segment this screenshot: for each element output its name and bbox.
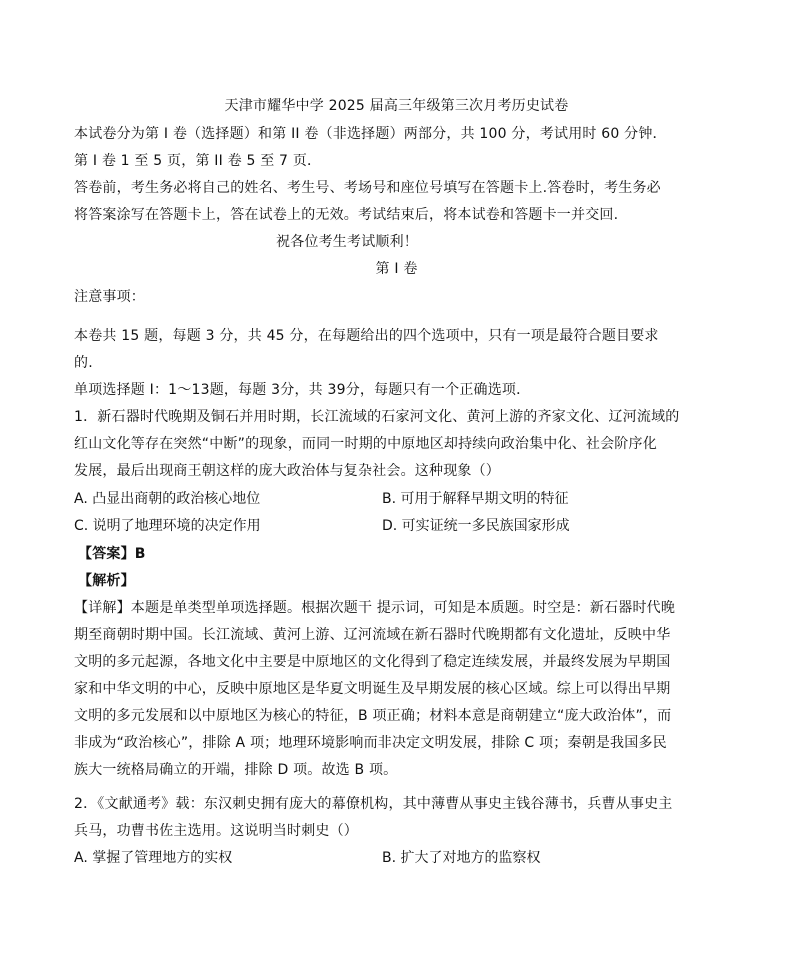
q2-stem-b: 兵马，功曹书佐主选用。这说明当时刺史（）: [74, 823, 358, 839]
q1-option-c: C. 说明了地理环境的决定作用: [74, 518, 261, 534]
q1-detail-2: 期至商朝时期中国。长江流域、黄河上游、辽河流域在新石器时代晚期都有文化遗址，反映中华: [74, 627, 671, 643]
q1-detail-7: 族大一统格局确立的开端，排除 D 项。故选 B 项。: [74, 762, 398, 778]
q1-detail-3: 文明的多元起源，各地文化中主要是中原地区的文化得到了稳定连续发展，并最终发展为早期国: [74, 654, 671, 670]
q1-detail-4: 家和中华文明的中心，反映中原地区是华夏文明诞生及早期发展的核心区域。综上可以得出早期: [74, 681, 671, 697]
notes-line-1a: 本卷共 15 题，每题 3 分，共 45 分，在每题给出的四个选项中，只有一项是最符合题目要求: [74, 328, 659, 344]
q1-option-a: A. 凸显出商朝的政治核心地位: [74, 491, 261, 507]
q1-stem-c: 发展，最后出现商王朝这样的庞大政治体与复杂社会。这种现象（）: [74, 463, 500, 479]
q1-stem-a: 1．新石器时代晚期及铜石并用时期，长江流域的石家河文化、黄河上游的齐家文化、辽河流域的: [74, 409, 680, 425]
q1-detail-5: 文明的多元发展和以中原地区为核心的特征，B 项正确；材料本意是商朝建立“庞大政治体”，而: [74, 708, 672, 724]
q1-detail-6: 非成为“政治核心”，排除 A 项；地理环境影响而非决定文明发展，排除 C 项；秦朝是我国多民: [74, 735, 667, 751]
q1-answer: 【答案】B: [78, 546, 146, 562]
notes-title: 注意事项：: [74, 289, 145, 305]
q2-option-a: A. 掌握了管理地方的实权: [74, 850, 233, 866]
intro-line-1: 本试卷分为第 I 卷（选择题）和第 II 卷（非选择题）两部分，共 100 分，考试用时 60 分钟．: [74, 126, 667, 142]
intro-line-2: 第 I 卷 1 至 5 页，第 II 卷 5 至 7 页．: [74, 153, 322, 169]
q1-stem-b: 红山文化等存在突然“中断”的现象，而同一时期的中原地区却持续向政治集中化、社会阶序化: [74, 436, 657, 452]
wish-line: 祝各位考生考试顺利！: [276, 234, 418, 250]
exam-title: 天津市耀华中学 2025 届高三年级第三次月考历史试卷: [224, 98, 569, 114]
intro-line-3b: 将答案涂写在答题卡上，答在试卷上的无效。考试结束后，将本试卷和答题卡一并交回.: [74, 207, 619, 223]
q2-stem-a: 2．《文献通考》载：东汉刺史拥有庞大的幕僚机构，其中薄曹从事史主钱谷薄书，兵曹从事史主: [74, 796, 673, 812]
notes-line-1b: 的.: [74, 355, 93, 371]
part-heading: 单项选择题 I：1～13题，每题 3分，共 39分，每题只有一个正确选项．: [74, 382, 531, 398]
q1-option-d: D. 可实证统一多民族国家形成: [382, 518, 570, 534]
q1-detail-1: 【详解】本题是单类型单项选择题。根据次题干 提示词，可知是本质题。时空是：新石器时代晚: [74, 600, 676, 616]
intro-line-3a: 答卷前，考生务必将自己的姓名、考生号、考场号和座位号填写在答题卡上.答卷时，考生务必: [74, 180, 661, 196]
q1-option-b: B. 可用于解释早期文明的特征: [382, 491, 569, 507]
q1-analysis-title: 【解析】: [78, 573, 135, 589]
q2-option-b: B. 扩大了对地方的监察权: [382, 850, 541, 866]
section-heading: 第 I 卷: [375, 261, 418, 277]
